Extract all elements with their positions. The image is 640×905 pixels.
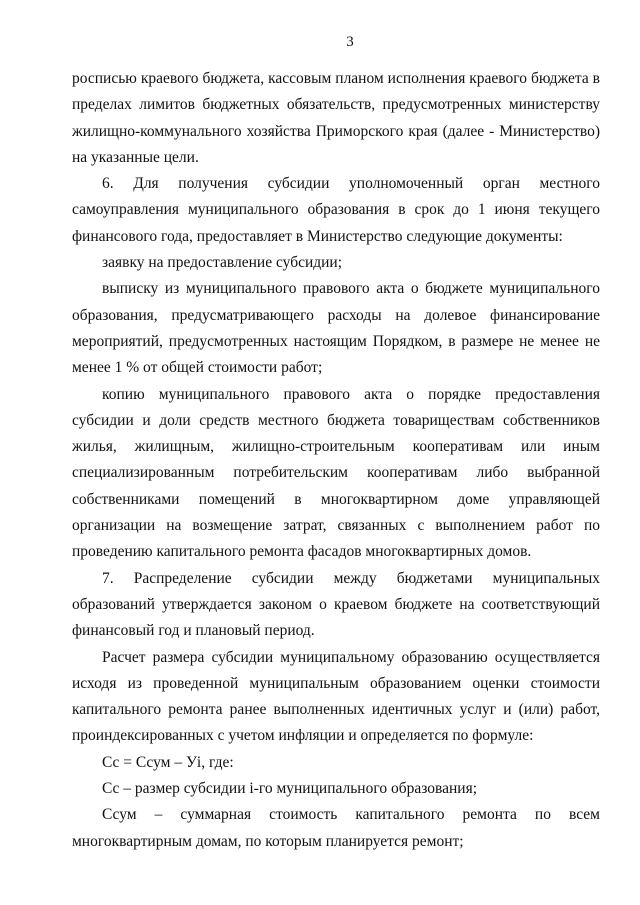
document-list-item-budget-extract: выписку из муниципального правового акта о бюджете муниципального образования, предусматривающего расходы на долевое финансирование мероприятий, предусмотренных настоящим Порядком, в размере не менее не менее 1 % от общей стоимости работ; — [72, 280, 600, 377]
document-body — [72, 66, 600, 855]
page-number: 3 — [346, 34, 354, 50]
paragraph-continuation: росписью краевого бюджета, кассовым планом исполнения краевого бюджета в пределах лимитов бюджетных обязательств, предусмотренных министерству жилищно-коммунального хозяйства Приморского края (далее - Министерство) на указанные цели. — [72, 70, 600, 166]
document-list-item-act-copy: копию муниципального правового акта о порядке предоставления субсидии и доли средств местного бюджета товариществам собственников жилья, жилищным, жилищно-строительным кооперативам или иным специализированным потребительским кооперативам либо выбранной собственниками помещений в многоквартирном доме управляющей организации на возмещение затрат, связанных с выполнением работ по проведению капитального ремонта фасадов многоквартирных домов. — [72, 385, 600, 561]
paragraph-item-6: 6. Для получения субсидии уполномоченный орган местного самоуправления муниципального образования в срок до 1 июня текущего финансового года, предоставляет в Министерство следующие документы: — [72, 175, 600, 245]
formula-definition-csum: Ссум – суммарная стоимость капитального ремонта по всем многоквартирным домам, по которым планируется ремонт; — [72, 806, 600, 850]
formula-definition-cc: Сс – размер субсидии i-го муниципального образования; — [102, 780, 478, 798]
formula: Сс = Ссум – Уi, где: — [102, 753, 234, 771]
paragraph-item-7: 7. Распределение субсидии между бюджетами муниципальных образований утверждается законом о краевом бюджете на соответствующий финансовый год и плановый период. — [72, 569, 600, 640]
document-list-item-application: заявку на предоставление субсидии; — [102, 254, 343, 272]
paragraph-calculation: Расчет размера субсидии муниципальному образованию осуществляется исходя из проведенной муниципальным образованием оценки стоимости капитального ремонта ранее выполненных идентичных услуг и (или) работ, проиндексированных с учетом инфляции и определяется по формуле: — [72, 648, 600, 745]
